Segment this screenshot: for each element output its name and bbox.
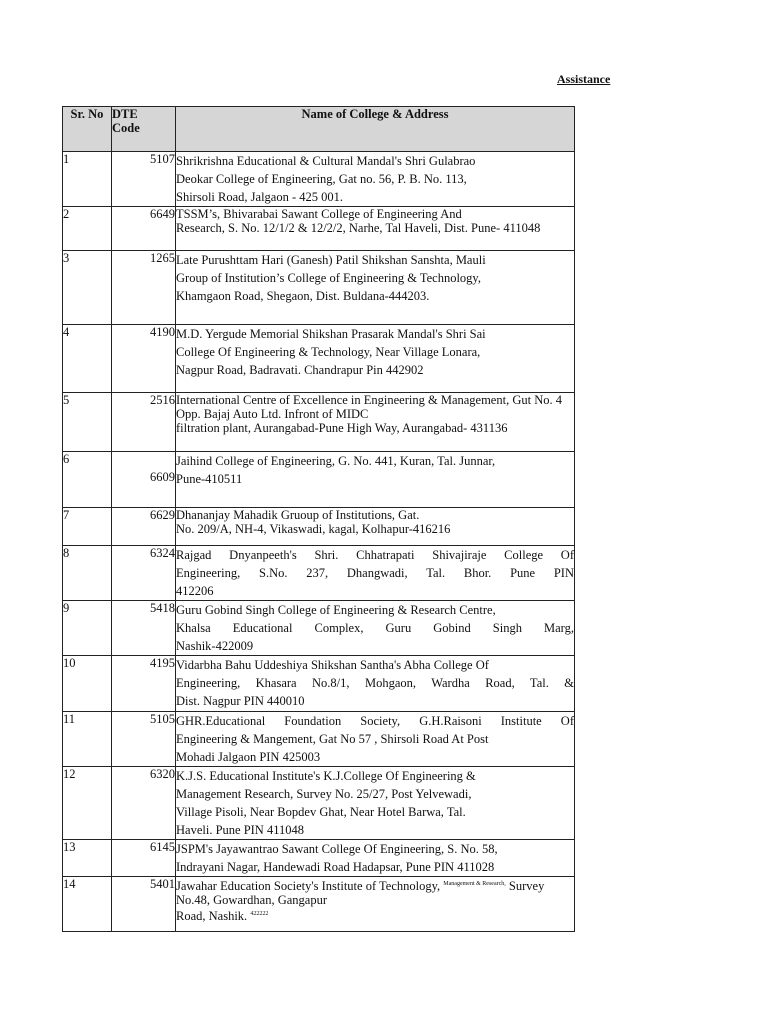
dte-code-cell: 6609 [112,452,176,508]
college-name-cell [176,840,575,877]
address-line: Shrikrishna Educational & Cultural Mandal's Shri Gulabrao [176,154,476,168]
sr-no-cell: 12 [63,767,112,840]
address-line: Shirsoli Road, Jalgaon - 425 001. [176,190,344,204]
sr-no-cell: 8 [63,546,112,601]
address-line: Indrayani Nagar, Handewadi Road Hadapsar, Pune PIN 411028 [176,860,495,874]
sr-no-cell: 5 [63,393,112,452]
college-table [62,106,575,932]
table-row [63,207,575,251]
sr-no-cell: 1 [63,152,112,207]
address-line: Guru Gobind Singh College of Engineering & Research Centre, [176,603,496,617]
address-line: Research, S. No. 12/1/2 & 12/2/2, Narhe, Tal Haveli, Dist. Pune- 411048 [176,221,541,235]
table-row [63,877,575,932]
dte-code-cell: 1265 [112,251,176,325]
sr-no-cell: 4 [63,325,112,393]
address-line: Management Research, Survey No. 25/27, Post Yelvewadi, [176,787,472,801]
college-name-cell [176,712,575,767]
address-line: Late Purushttam Hari (Ganesh) Patil Shikshan Sanshta, Mauli [176,253,486,267]
table-row [63,251,575,325]
table-row [63,712,575,767]
dte-code-cell: 5401 [112,877,176,932]
table-row [63,393,575,452]
address-line: Khamgaon Road, Shegaon, Dist. Buldana-444203. [176,289,430,303]
sr-no-cell: 10 [63,656,112,712]
college-name-cell [176,601,575,656]
college-name-cell [176,152,575,207]
address-line: Dist. Nagpur PIN 440010 [176,694,305,708]
address-text: Jawahar Education Society's Institute of Technology, [176,879,441,893]
dte-code-cell: 6324 [112,546,176,601]
college-name-cell [176,251,575,325]
address-line: Vidarbha Bahu Uddeshiya Shikshan Santha's Abha College Of [176,658,489,672]
address-line: Nagpur Road, Badravati. Chandrapur Pin 442902 [176,363,424,377]
address-line: Jaihind College of Engineering, G. No. 441, Kuran, Tal. Junnar, [176,454,496,468]
address-line: Pune-410511 [176,472,243,486]
dte-code-cell: 5107 [112,152,176,207]
dte-code-cell: 4190 [112,325,176,393]
dte-code-cell: 2516 [112,393,176,452]
dte-code-cell: 4195 [112,656,176,712]
address-line: JSPM's Jayawantrao Sawant College Of Engineering, S. No. 58, [176,842,498,856]
college-name-cell [176,325,575,393]
table-row [63,546,575,601]
address-line: Khalsa Educational Complex, Guru Gobind Singh Marg, [176,621,574,635]
table-row [63,840,575,877]
address-line: Mohadi Jalgaon PIN 425003 [176,750,321,764]
address-line: College Of Engineering & Technology, Near Village Lonara, [176,345,481,359]
address-text: Road, Nashik. [176,909,248,923]
college-name-cell [176,546,575,601]
college-name-cell [176,452,575,508]
address-line [176,907,574,923]
table-row [63,452,575,508]
address-line: Engineering, S.No. 237, Dhangwadi, Tal. Bhor. Pune PIN [176,566,574,580]
address-line: Opp. Bajaj Auto Ltd. Infront of MIDC [176,407,369,421]
address-line: International Centre of Excellence in Engineering & Management, Gut No. 4 [176,393,562,407]
header-college-name: Name of College & Address [176,107,575,152]
address-line: K.J.S. Educational Institute's K.J.College Of Engineering & [176,769,476,783]
address-line: Engineering, Khasara No.8/1, Mohgaon, Wardha Road, Tal. & [176,676,574,690]
sr-no-cell: 11 [63,712,112,767]
address-line: M.D. Yergude Memorial Shikshan Prasarak Mandal's Shri Sai [176,327,486,341]
college-name-cell [176,207,575,251]
address-line: No. 209/A, NH-4, Vikaswadi, kagal, Kolhapur-416216 [176,522,451,536]
address-line: Engineering & Mangement, Gat No 57 , Shirsoli Road At Post [176,732,489,746]
address-line: Dhananjay Mahadik Gruoup of Institutions, Gat. [176,508,420,522]
address-line: filtration plant, Aurangabad-Pune High Way, Aurangabad- 431136 [176,421,508,435]
college-name-cell [176,393,575,452]
address-line: 412206 [176,584,214,598]
table-header-row [63,107,575,152]
address-line: GHR.Educational Foundation Society, G.H.Raisoni Institute Of [176,714,574,728]
dte-code-cell: 5105 [112,712,176,767]
header-dte-code [112,107,176,152]
table-row [63,508,575,546]
address-line [176,893,574,907]
address-text: Survey [508,879,545,893]
address-line: Village Pisoli, Near Bopdev Ghat, Near Hotel Barwa, Tal. [176,805,466,819]
sr-no-cell: 2 [63,207,112,251]
college-name-cell [176,877,575,932]
header-dte-code-text: DTE Code [112,107,140,135]
college-name-cell [176,767,575,840]
table-row [63,656,575,712]
dte-code-cell: 6649 [112,207,176,251]
address-line: Group of Institution’s College of Engineering & Technology, [176,271,481,285]
sr-no-cell: 3 [63,251,112,325]
dte-code-cell: 5418 [112,601,176,656]
table-row [63,152,575,207]
page-heading-fragment: Assistance [557,72,611,86]
superscript-note: 422222 [250,911,269,917]
sr-no-cell: 13 [63,840,112,877]
address-line: Rajgad Dnyanpeeth's Shri. Chhatrapati Shivajiraje College Of [176,548,574,562]
address-line: Deokar College of Engineering, Gat no. 56, P. B. No. 113, [176,172,467,186]
address-text: No.48, Gowardhan, Gangapur [176,893,328,907]
header-sr-no: Sr. No [63,107,112,152]
sr-no-cell: 14 [63,877,112,932]
sr-no-cell: 6 [63,452,112,508]
college-name-cell [176,508,575,546]
dte-code-cell: 6145 [112,840,176,877]
address-line [176,877,574,893]
address-line: Nashik-422009 [176,639,254,653]
table-row [63,325,575,393]
college-name-cell [176,656,575,712]
table-row [63,767,575,840]
table-row [63,601,575,656]
superscript-note: Management & Research, [443,881,506,887]
sr-no-cell: 7 [63,508,112,546]
sr-no-cell: 9 [63,601,112,656]
address-line: Haveli. Pune PIN 411048 [176,823,304,837]
dte-code-cell: 6320 [112,767,176,840]
address-line: TSSM’s, Bhivarabai Sawant College of Engineering And [176,207,462,221]
dte-code-cell: 6629 [112,508,176,546]
